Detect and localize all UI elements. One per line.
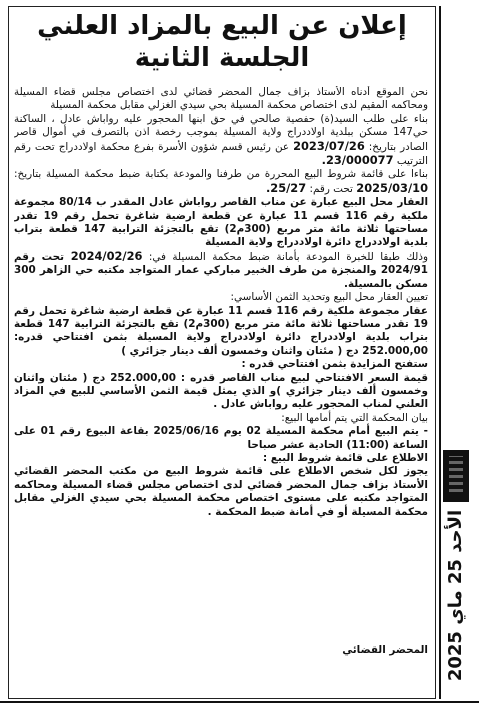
- signature: المحضر القضائي: [342, 644, 428, 656]
- spec-text-mid: تحت رقم:: [306, 182, 357, 195]
- request-ref: 23/000077.: [321, 153, 394, 168]
- notice-body: [14, 86, 428, 686]
- property-description: العقار محل البيع عبارة عن مناب القاصر رواباش عادل المقدر ب 80/14 مجموعة ملكية رقم 116 قسم 11 عبارة عن قطعة ارضية شاغرة تحمل رقم 19 تقدر مساحتها ثلاثة مائة متر مربع (300م2) تقع بالتجزئة الترابية 147 قطعة بتراب بلدية اولاددراج دائرة اولاددراج ولاية المسيلة: [14, 196, 428, 249]
- opening-heading: ستفتح المزايدة بثمن افتتاحي قدره :: [241, 358, 428, 371]
- intro-paragraph: نحن الموقع أدناه الأستاذ بزاف جمال المحضر قضائي لدى اختصاص مجلس قضاء المسيلة ومحاكمه المقيم لدى اختصاص محكمة المسيلة بحي سيدي الغزلي مقابل محكمة المسيلة: [14, 86, 428, 112]
- issue-date-text: الأحد 25 ماي 2025: [445, 509, 467, 681]
- review-heading: الاطلاع على قائمة شروط البيع :: [262, 451, 428, 464]
- request-text-mid: عن رئيس قسم شؤون الأسرة بفرع محكمة اولاددراج تحت رقم الترتيب: [14, 140, 428, 168]
- designation-heading: تعيين العقار محل البيع وتحديد الثمن الأساسي:: [230, 291, 428, 304]
- expertise-text: وذلك طبقا للخبرة المودعة بأمانة ضبط محكمة المسيلة في:: [142, 250, 428, 263]
- issue-date: [441, 500, 471, 690]
- title-line-1: إعلان عن البيع بالمزاد العلني: [37, 11, 407, 41]
- designation-text: عقار مجموعة ملكية رقم 116 قسم 11 عبارة عن قطعة ارضية شاغرة تحمل رقم 19 تقدر مساحتها ثلاثة مائة متر مربع (300م2) تقع بالتجزئة الترابية 147 قطعة بتراب بلدية اولاددراج دائرة اولاددراج ولاية المسيلة بثمن افتتاحي قدره: 252.000,00 دج ( مئتان واثنان وخمسون ألف دينار جزائري ): [14, 304, 428, 357]
- spec-ref: 25/27.: [265, 180, 307, 195]
- newspaper-logo-icon: [443, 450, 469, 502]
- spec-paragraph: [14, 168, 428, 196]
- expertise-text-post: تحت رقم 2024/91 والمنجزة من طرف الخبير مباركي عمار المتواجد مكتبه حي الزاهر 300 مسكن بالمسيلة.: [14, 250, 428, 290]
- title-line-2: الجلسة الثانية: [134, 43, 310, 73]
- request-text: بناء على طلب السيد(ة) حفصية صالحي في حق ابنها المحجور عليه رواباش عادل ، الساكنة حي147 مسكن ببلدية اولاددراج ولاية المسيلة بموجب رخصة اذن بالتصرف في أموال قاصر الصادر بتاريخ:: [14, 112, 428, 153]
- notice-title: [8, 10, 436, 74]
- court-text: - يتم البيع أمام محكمة المسيلة 02 يوم 2025/06/16 بقاعة البيوع رقم 01 على الساعة (11:00) الحادية عشر صباحا: [14, 425, 428, 451]
- spec-text: بناءا على قائمة شروط البيع المحررة من طرفنا والمودعة بكتابة ضبط محكمة المسيلة بتاريخ:: [14, 168, 428, 181]
- expertise-paragraph: [14, 250, 428, 291]
- review-text: يجوز لكل شخص الاطلاع على قائمة شروط البيع من مكتب المحضر القضائي الأستاذ بزاف جمال المحضر قضائي لدى اختصاص مجلس قضاء المسيلة ومحاكمه المتواجد مكتبه على مستوى اختصاص محكمة المسيلة بحي سيدي الغزلي مقابل محكمة المسيلة أو في أمانة ضبط المحكمة .: [14, 465, 428, 518]
- expertise-date: 2024/02/26: [70, 248, 143, 263]
- bottom-divider: [0, 701, 479, 703]
- request-date: 2023/07/26: [293, 138, 365, 153]
- request-paragraph: [14, 113, 428, 169]
- opening-text: قيمة السعر الافتتاحي لبيع مناب القاصر قدره : 252.000,00 دج ( مئتان واثنان وخمسون ألف دينار جزائري )و الذي يمثل قيمة الثمن الأساسي للبيع في المزاد العلني لمناب المحجور عليه رواباش عادل .: [14, 371, 428, 411]
- spec-date: 2025/03/10: [356, 180, 428, 195]
- court-heading: بيان المحكمة التي يتم أمامها البيع:: [281, 411, 428, 424]
